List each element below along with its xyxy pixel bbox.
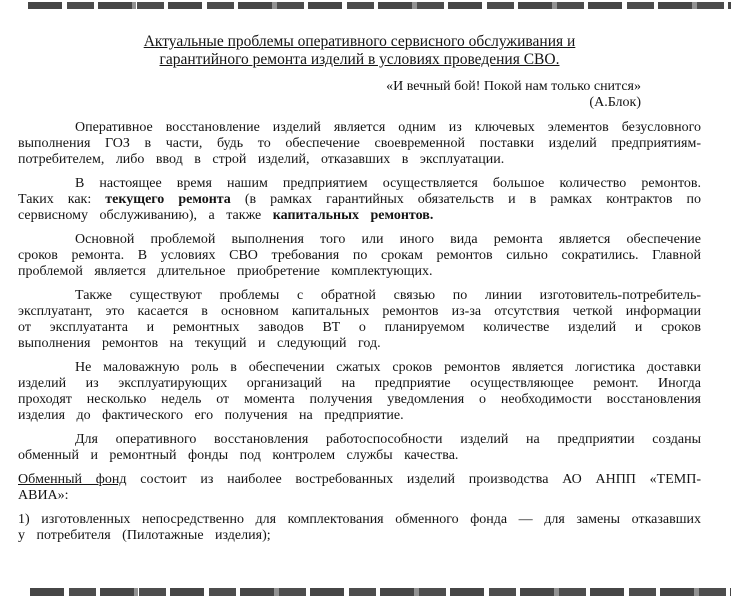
- paragraph-feedback-problems: Также существуют проблемы с обратной связью по линии изготовитель-потребитель-эксплуатант, это касается в основном капитальных ремонтов из-за отсутствия четкой информации от эксплуатанта и ремонтных заводов ВТ о планируемом количестве изделий и сроков выполнения ремонтов на текущий и следующий год.: [18, 288, 701, 351]
- paragraph-segment-bold: капитальных ремонтов.: [272, 208, 434, 223]
- paragraph-segment: (в рамках гарантийных обязательств и в рамках контрактов по сервисному обслуживанию), а также: [18, 192, 701, 223]
- paragraph-operational-restore: Оперативное восстановление изделий является одним из ключевых элементов безусловного выполнения ГОЗ в части, будь то обеспечение своевременной поставки изделий предприятиям-потребителем, либо ввод в строй изделий, отказавших в эксплуатации.: [18, 120, 701, 167]
- epigraph-author: (А.Блок): [589, 95, 641, 110]
- paragraph-main-problem: Основной проблемой выполнения того или иного вида ремонта является обеспечение сроков ремонта. В условиях СВО требования по срокам ремонтов сильно сократились. Главной проблемой является длительное приобретение комплектующих.: [18, 232, 701, 279]
- scan-artifact-top: [28, 2, 731, 9]
- paragraph-logistics: Не маловажную роль в обеспечении сжатых сроков ремонтов является логистика доставки изделий из эксплуатирующих организаций на предприятие осуществляющее ремонт. Иногда проходят несколько недель от момента получения уведомления о необходимости восстановления изделия до фактического его получения на предприятие.: [18, 360, 701, 423]
- document-title: [18, 33, 701, 69]
- document-content: [18, 33, 701, 552]
- paragraph-segment-underlined: Обменный фонд: [18, 472, 127, 487]
- paragraph-funds: Для оперативного восстановления работоспособности изделий на предприятии созданы обменный и ремонтный фонды под контролем службы качества.: [18, 432, 701, 463]
- paragraph-segment-bold: текущего ремонта: [105, 192, 231, 207]
- paragraph-exchange-fund: [18, 472, 701, 504]
- paragraph-repair-types: [18, 176, 701, 224]
- list-item-1: 1) изготовленных непосредственно для комплектования обменного фонда — для замены отказавших у потребителя (Пилотажные изделия);: [18, 512, 701, 543]
- document-title-line2: гарантийного ремонта изделий в условиях проведения СВО.: [159, 51, 560, 68]
- scan-artifact-bottom: [30, 588, 731, 596]
- epigraph: [18, 79, 701, 111]
- document-title-line1: Актуальные проблемы оперативного сервисного обслуживания и: [143, 33, 576, 50]
- epigraph-quote: «И вечный бой! Покой нам только снится»: [386, 79, 641, 94]
- paragraph-segment: состоит из наиболее востребованных изделий производства АО АНПП «ТЕМП-АВИА»:: [18, 472, 701, 503]
- paragraph-segment: В настоящее время нашим предприятием осуществляется большое количество ремонтов. Таких как:: [18, 176, 701, 207]
